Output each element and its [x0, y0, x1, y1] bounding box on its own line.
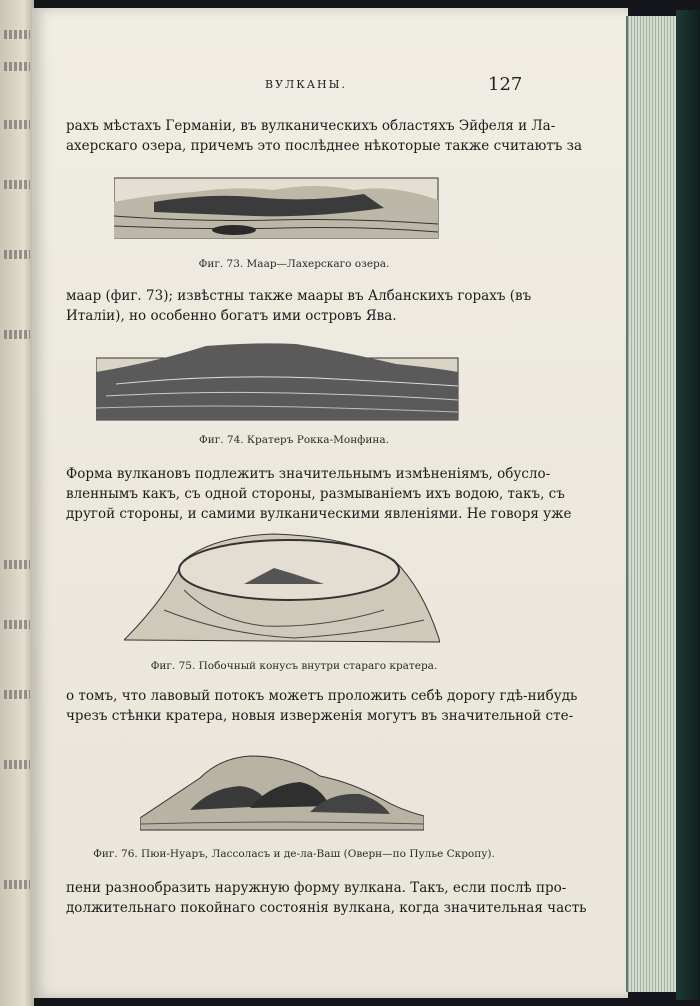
figure-75-caption: Фиг. 75. Побочный конусъ внутри стараго кратера. [150, 660, 438, 672]
text-line: другой стороны, и самими вулканическими явленіями. Не говоря уже [66, 506, 572, 522]
figure-74-caption: Фиг. 74. Кратеръ Рокка-Монфина. [199, 434, 389, 446]
running-head: ВУЛКАНЫ. [265, 78, 347, 91]
figure-73-maar-illustration [114, 172, 440, 242]
figure-75-cone-in-crater-illustration [124, 530, 440, 648]
text-line: о томъ, что лавовый потокъ можетъ проложить себѣ дорогу гдѣ-нибудь [66, 688, 578, 704]
page-number: 127 [488, 74, 523, 95]
text-line: Форма вулкановъ подлежитъ значительнымъ измѣненіямъ, обусло- [66, 466, 551, 482]
figure-74-crater-illustration [96, 338, 460, 424]
figure-73-caption: Фиг. 73. Маар—Лахерскаго озера. [198, 258, 390, 270]
figure-76-caption: Фиг. 76. Пюи-Нуаръ, Лассоласъ и де-ла-Ваш (Оверн—по Пулье Скропу). [93, 848, 495, 860]
text-line: вленнымъ какъ, съ одной стороны, размываніемъ ихъ водою, такъ, съ [66, 486, 565, 502]
text-line: должительнаго покойнаго состоянія вулкана, когда значительная часть [66, 900, 587, 916]
text-line: чрезъ стѣнки кратера, новыя изверженія могутъ въ значительной сте- [66, 708, 574, 724]
text-line: рахъ мѣстахъ Германіи, въ вулканическихъ областяхъ Эйфеля и Ла- [66, 118, 556, 134]
figure-76-volcano-cones-illustration [140, 748, 424, 832]
text-line: пени разнообразить наружную форму вулкана. Такъ, если послѣ про- [66, 880, 567, 896]
left-facing-page [0, 0, 34, 1006]
page-edges [626, 16, 678, 992]
book-binding [676, 10, 700, 1000]
text-line: Италіи), но особенно богатъ ими островъ Ява. [66, 308, 397, 324]
text-line: маар (фиг. 73); извѣстны также маары въ Албанскихъ горахъ (въ [66, 288, 532, 304]
text-line: ахерскаго озера, причемъ это послѣднее нѣкоторые также считаютъ за [66, 138, 583, 154]
